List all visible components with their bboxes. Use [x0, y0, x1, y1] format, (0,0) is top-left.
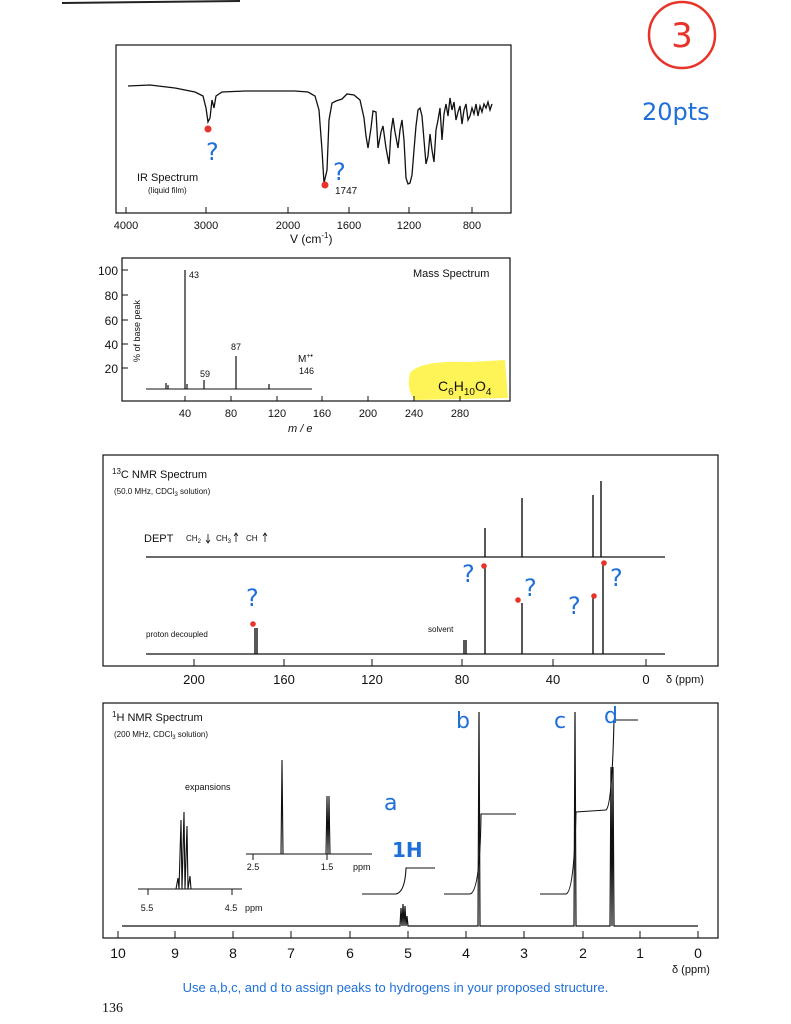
instructions: Use a,b,c, and d to assign peaks to hydrogens in your proposed structure. — [182, 980, 609, 995]
ms-y-60: 60 — [104, 314, 118, 328]
ms-x-120: 120 — [267, 408, 287, 420]
page-edge — [62, 1, 240, 3]
h1-trace — [122, 712, 698, 926]
ms-y-80: 80 — [104, 289, 118, 303]
h1-x-0: 0 — [694, 945, 702, 961]
ms-label-87: 87 — [231, 342, 242, 352]
h1-nmr-spectrum — [103, 703, 718, 976]
c13-nmr-spectrum — [103, 455, 718, 687]
expansions-label: expansions — [185, 782, 231, 792]
ir-question-1: ? — [206, 138, 219, 166]
ms-y-label: % of base peak — [132, 299, 142, 362]
ir-tick-2000: 2000 — [275, 220, 301, 232]
ir-marker-ch — [205, 126, 212, 133]
ir-tick-3000: 3000 — [193, 220, 219, 232]
ms-y-ticks — [122, 270, 128, 368]
ir-peak-label: 1747 — [335, 186, 358, 197]
h1-x-7: 7 — [287, 945, 295, 961]
h1-title: $^1$H NMR Spectrum — [112, 710, 203, 724]
exp2-unit: ppm — [353, 862, 371, 872]
ms-molecular-ion: M+• — [298, 353, 313, 365]
ir-x-label: V $(cm^{-1})$ — [290, 231, 333, 246]
integral-a — [362, 868, 435, 894]
ms-y-20: 20 — [104, 362, 118, 376]
ms-y-100: 100 — [97, 264, 118, 278]
ir-trace — [128, 85, 492, 184]
h1-x-unit: δ (ppm) — [672, 964, 710, 976]
h1-x-6: 6 — [346, 945, 354, 961]
ms-x-280: 280 — [450, 408, 470, 420]
ir-tick-4000: 4000 — [113, 220, 139, 232]
c13-question-1: ? — [246, 584, 259, 612]
ir-tick-1200: 1200 — [396, 220, 422, 232]
integral-cd — [540, 720, 638, 894]
c13-x-ticks — [194, 659, 646, 666]
exp1-tick-55: 5.5 — [140, 903, 154, 913]
dept-peaks — [485, 481, 601, 557]
assign-d: d — [604, 704, 618, 729]
h1-x-9: 9 — [171, 945, 179, 961]
assign-a: a — [384, 791, 398, 816]
h1-x-ticks — [118, 931, 698, 938]
c13-x-unit: δ (ppm) — [666, 674, 704, 686]
ms-x-200: 200 — [358, 408, 378, 420]
ms-x-80: 80 — [224, 408, 238, 420]
dept-ch3: $CH_3$ — [216, 534, 231, 545]
c13-question-5: ? — [610, 564, 623, 592]
ms-label-59: 59 — [200, 369, 211, 379]
c13-x-120: 120 — [361, 672, 383, 687]
h1-x-8: 8 — [229, 945, 237, 961]
mass-spectrum — [98, 258, 510, 435]
c13-title: $^{13}$C NMR Spectrum — [112, 467, 208, 481]
expansion-1 — [138, 812, 263, 913]
molecular-formula: $C_6H_{10}O_4$ — [438, 378, 492, 398]
h1-x-10: 10 — [110, 945, 126, 961]
problem-number: 3 — [671, 16, 693, 56]
exp1-unit: ppm — [245, 903, 263, 913]
ms-x-40: 40 — [178, 408, 192, 420]
ir-tick-800: 800 — [462, 220, 482, 232]
ir-marker-co — [322, 182, 329, 189]
ir-title: IR Spectrum — [137, 172, 199, 184]
h1-x-4: 4 — [462, 945, 470, 961]
solvent-label: solvent — [428, 625, 454, 634]
proton-decoupled-label: proton decoupled — [146, 630, 208, 639]
ms-y-40: 40 — [104, 338, 118, 352]
exp1-tick-45: 4.5 — [224, 903, 238, 913]
c13-question-3: ? — [524, 574, 537, 602]
arrow-up-icon — [263, 533, 267, 542]
expansion-2 — [246, 760, 372, 872]
assign-b: b — [456, 709, 470, 734]
c13-markers — [250, 560, 607, 627]
exp2-tick-15: 1.5 — [320, 862, 334, 872]
c13-x-80: 80 — [454, 672, 470, 687]
ms-label-146: 146 — [299, 366, 315, 376]
dept-ch2: $CH_2$ — [186, 534, 201, 545]
integration-1h: 1H — [392, 838, 423, 862]
c13-x-0: 0 — [642, 672, 650, 687]
assign-c: c — [554, 709, 567, 734]
c13-question-2: ? — [462, 560, 475, 588]
ir-tick-1600: 1600 — [336, 220, 362, 232]
c13-subtitle: (50.0 MHz, CDCl$_3$ solution) — [114, 487, 211, 498]
decoupled-peaks — [255, 563, 603, 654]
c13-x-160: 160 — [273, 672, 295, 687]
points-note: 20pts — [642, 98, 710, 126]
ir-tick-marks — [126, 207, 472, 213]
dept-ch: CH — [246, 534, 258, 543]
ms-label-43: 43 — [189, 270, 200, 280]
h1-x-3: 3 — [520, 945, 528, 961]
ms-x-label: m / e — [288, 423, 313, 435]
arrow-up-icon — [234, 533, 238, 542]
dept-label: DEPT — [144, 533, 174, 545]
h1-x-2: 2 — [579, 945, 587, 961]
page-number: 136 — [102, 1001, 123, 1016]
c13-x-40: 40 — [545, 672, 561, 687]
ir-subtitle: (liquid film) — [148, 186, 187, 195]
c13-x-200: 200 — [183, 672, 205, 687]
ms-x-160: 160 — [312, 408, 332, 420]
h1-x-5: 5 — [404, 945, 412, 961]
c13-question-4: ? — [568, 592, 581, 620]
ms-title: Mass Spectrum — [413, 268, 490, 280]
arrow-down-icon — [206, 534, 210, 543]
h1-x-1: 1 — [636, 945, 644, 961]
exp2-tick-25: 2.5 — [246, 862, 260, 872]
ir-spectrum — [114, 45, 511, 246]
ms-x-240: 240 — [404, 408, 424, 420]
ms-peaks — [166, 270, 269, 389]
ir-question-2: ? — [333, 158, 346, 186]
h1-subtitle: (200 MHz, CDCl$_3$ solution) — [114, 730, 209, 741]
